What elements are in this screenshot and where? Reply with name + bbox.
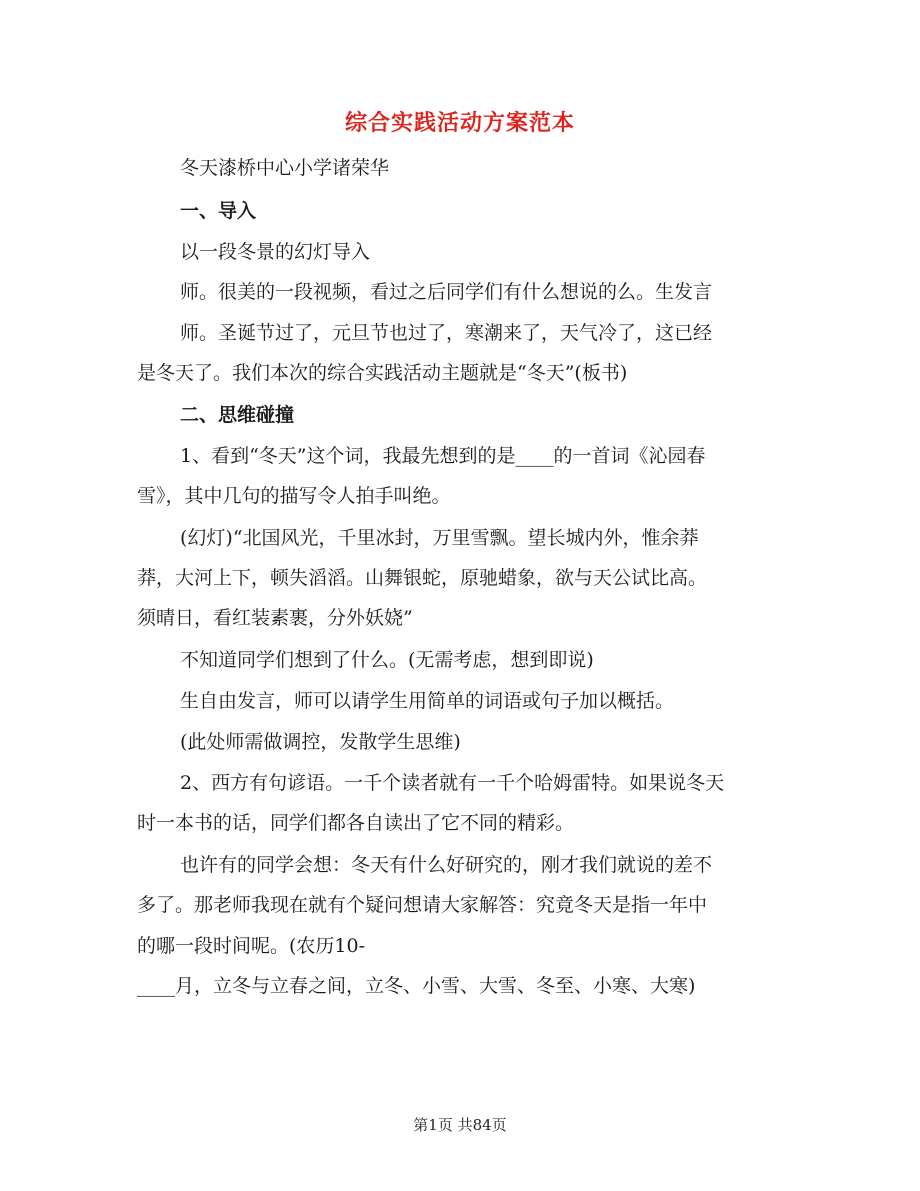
- paragraph-continuation: 雪》，其中几句的描写令人拍手叫绝。: [137, 485, 451, 507]
- section-heading-brainstorm: 二、思维碰撞: [180, 404, 295, 426]
- paragraph: (此处师需做调控，发散学生思维): [180, 731, 461, 753]
- paragraph: 以一段冬景的幻灯导入: [180, 241, 371, 263]
- paragraph: (幻灯)“北国风光，千里冰封，万里雪飘。望长城内外，惟余莽: [180, 527, 699, 549]
- paragraph: 2、西方有句谚语。一千个读者就有一千个哈姆雷特。如果说冬天: [180, 772, 725, 794]
- page-number: 第1页 共84页: [413, 1116, 507, 1134]
- paragraph: 师。圣诞节过了，元旦节也过了，寒潮来了，天气冷了，这已经: [180, 322, 713, 344]
- paragraph: 也许有的同学会想：冬天有什么好研究的，刚才我们就说的差不: [180, 854, 713, 876]
- paragraph-continuation: 是冬天了。我们本次的综合实践活动主题就是“冬天”(板书): [137, 362, 628, 384]
- paragraph-continuation: ____月，立冬与立春之间，立冬、小雪、大雪、冬至、小寒、大寒): [137, 975, 696, 997]
- paragraph-continuation: 莽，大河上下，顿失滔滔。山舞银蛇，原驰蜡象，欲与天公试比高。: [137, 567, 708, 589]
- paragraph: 1、看到“冬天”这个词，我最先想到的是____的一首词《沁园春: [180, 445, 706, 467]
- document-title: 综合实践活动方案范本: [344, 110, 575, 136]
- paragraph-continuation: 的哪一段时间呢。(农历10-: [137, 935, 366, 957]
- paragraph-continuation: 多了。那老师我现在就有个疑问想请大家解答：究竟冬天是指一年中: [137, 894, 708, 916]
- paragraph: 不知道同学们想到了什么。(无需考虑，想到即说): [180, 649, 594, 671]
- paragraph-continuation: 须晴日，看红装素裹，分外妖娆”: [137, 607, 413, 629]
- paragraph: 生自由发言，师可以请学生用简单的词语或句子加以概括。: [180, 690, 675, 712]
- paragraph-continuation: 时一本书的话，同学们都各自读出了它不同的精彩。: [137, 812, 575, 834]
- author-line: 冬天漆桥中心小学诸荣华: [180, 157, 390, 179]
- section-heading-intro: 一、导入: [180, 200, 257, 222]
- paragraph: 师。很美的一段视频，看过之后同学们有什么想说的么。生发言: [180, 281, 713, 303]
